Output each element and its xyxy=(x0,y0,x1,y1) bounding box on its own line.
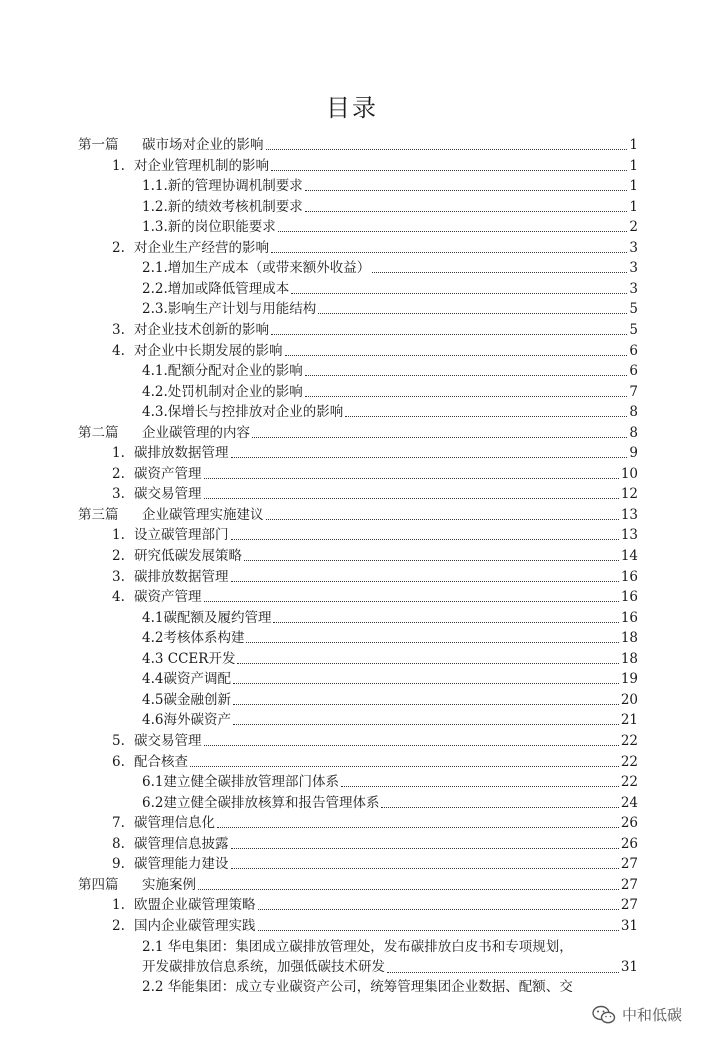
toc-leader-dots xyxy=(204,744,619,746)
toc-leader-dots xyxy=(318,312,627,314)
toc-entry[interactable] xyxy=(0,401,704,421)
toc-entry-title: 4.5碳金融创新 xyxy=(142,691,231,708)
toc-leader-dots xyxy=(231,580,619,582)
toc-entry-title: 4.3.保增长与控排放对企业的影响 xyxy=(142,404,344,421)
toc-entry-page: 27 xyxy=(620,897,638,914)
toc-entry-page: 1 xyxy=(629,137,638,153)
toc-entry-page: 1 xyxy=(629,198,638,215)
toc-entry-number: 2. xyxy=(112,917,125,934)
toc-entry[interactable] xyxy=(0,586,704,606)
toc-entry[interactable] xyxy=(0,483,704,503)
toc-entry-title: 碳市场对企业的影响 xyxy=(142,137,264,153)
toc-leader-dots xyxy=(244,559,619,561)
toc-entry-page: 13 xyxy=(620,506,638,523)
toc-leader-dots xyxy=(291,292,627,294)
toc-entry-title: 2.2.增加或降低管理成本 xyxy=(142,280,290,297)
toc-entry-page: 3 xyxy=(629,260,638,277)
toc-entry-title: 对企业中长期发展的影响 xyxy=(134,342,283,359)
toc-leader-dots xyxy=(204,497,619,499)
toc-entry[interactable] xyxy=(0,833,704,853)
toc-entry-title: 对企业技术创新的影响 xyxy=(134,321,269,338)
toc-entry-page: 31 xyxy=(620,917,638,934)
toc-entry-title: 4.2考核体系构建 xyxy=(142,630,245,647)
toc-entry-title: 碳管理信息化 xyxy=(134,815,215,832)
toc-entry-page: 26 xyxy=(620,835,638,852)
toc-entry-page: 27 xyxy=(620,856,638,873)
toc-entry-page: 9 xyxy=(629,445,638,462)
toc-entry-title: 4.6海外碳资产 xyxy=(142,712,231,729)
toc-entry-page: 24 xyxy=(620,794,638,811)
toc-leader-dots xyxy=(233,682,619,684)
toc-entry-title: 4.4碳资产调配 xyxy=(142,671,231,688)
toc-entry-number: 2. xyxy=(112,548,125,564)
toc-entry-page: 31 xyxy=(620,959,638,976)
toc-entry[interactable] xyxy=(0,442,704,462)
toc-entry-number: 第三篇 xyxy=(78,506,119,523)
toc-entry[interactable] xyxy=(0,730,704,750)
toc-entry-page: 16 xyxy=(620,589,638,606)
toc-entry-page: 7 xyxy=(629,383,638,400)
toc-entry[interactable] xyxy=(0,524,704,544)
toc-leader-dots xyxy=(341,785,619,787)
toc-entry-number: 第四篇 xyxy=(78,876,119,893)
toc-entry[interactable] xyxy=(0,298,704,318)
toc-leader-dots xyxy=(198,888,619,890)
toc-entry-title: 企业碳管理实施建议 xyxy=(142,506,264,523)
toc-entry-title: 1.3.新的岗位职能要求 xyxy=(142,219,276,236)
toc-entry[interactable] xyxy=(0,566,704,586)
toc-leader-dots xyxy=(233,703,619,705)
toc-entry-title: 2.1 华电集团：集团成立碳排放管理处，发布碳排放白皮书和专项规划， xyxy=(142,939,573,956)
toc-leader-dots xyxy=(258,908,619,910)
toc-entry-page: 22 xyxy=(620,753,638,770)
toc-entry[interactable] xyxy=(0,894,704,914)
toc-leader-dots xyxy=(381,806,618,808)
toc-leader-dots xyxy=(372,271,627,273)
toc-leader-dots xyxy=(204,600,619,602)
toc-leader-dots xyxy=(231,456,628,458)
toc-entry[interactable] xyxy=(0,915,704,935)
toc-entry[interactable] xyxy=(0,648,704,668)
toc-entry-page: 3 xyxy=(629,239,638,256)
toc-entry[interactable] xyxy=(0,812,704,832)
watermark xyxy=(592,1004,682,1025)
toc-entry-page: 27 xyxy=(620,876,638,893)
toc-entry-page: 3 xyxy=(629,280,638,297)
toc-entry-number: 7. xyxy=(112,815,125,832)
toc-entry[interactable] xyxy=(0,627,704,647)
toc-entry-page: 1 xyxy=(629,157,638,174)
toc-entry-page: 22 xyxy=(620,774,638,791)
toc-entry-page: 5 xyxy=(629,301,638,318)
toc-entry[interactable] xyxy=(0,463,704,483)
toc-entry-title: 碳交易管理 xyxy=(134,486,202,503)
toc-leader-dots xyxy=(305,189,628,191)
toc-entry-page: 1 xyxy=(629,178,638,195)
toc-entry-title-cont: 开发碳排放信息系统，加强低碳技术研发 xyxy=(142,959,385,976)
toc-leader-dots xyxy=(266,518,619,520)
toc-entry[interactable] xyxy=(0,196,704,216)
toc-entry[interactable] xyxy=(0,422,704,442)
toc-entry-title: 碳资产管理 xyxy=(134,465,202,482)
toc-leader-dots xyxy=(273,621,618,623)
toc-entry-title: 4.3 CCER开发 xyxy=(142,650,236,667)
toc-entry-title: 对企业生产经营的影响 xyxy=(134,239,269,256)
toc-leader-dots xyxy=(190,765,619,767)
toc-leader-dots xyxy=(345,415,627,417)
toc-entry-number: 第二篇 xyxy=(78,424,119,441)
toc-leader-dots xyxy=(246,641,618,643)
wechat-icon xyxy=(592,1005,616,1025)
toc-leader-dots xyxy=(285,354,628,356)
toc-entry[interactable] xyxy=(0,381,704,401)
toc-leader-dots xyxy=(305,210,628,212)
toc-entry[interactable] xyxy=(0,874,704,894)
toc-entry-page: 6 xyxy=(629,363,638,380)
toc-leader-dots xyxy=(258,929,619,931)
toc-entry-page: 22 xyxy=(620,732,638,749)
toc-entry[interactable] xyxy=(0,175,704,195)
toc-entry-title: 4.2.处罚机制对企业的影响 xyxy=(142,383,303,400)
toc-entry-title: 1.1.新的管理协调机制要求 xyxy=(142,178,303,195)
toc-entry-page: 26 xyxy=(620,815,638,832)
toc-entry[interactable] xyxy=(0,545,704,565)
toc-entry-page: 2 xyxy=(629,219,638,236)
toc-entry[interactable] xyxy=(0,257,704,277)
toc-entry-number: 3. xyxy=(112,486,125,503)
toc-entry-title: 4.1.配额分配对企业的影响 xyxy=(142,363,303,380)
toc-leader-dots xyxy=(231,867,619,869)
toc-leader-dots xyxy=(278,230,628,232)
toc-entry-title: 国内企业碳管理实践 xyxy=(134,917,256,934)
toc-entry[interactable] xyxy=(0,360,704,380)
toc-entry[interactable] xyxy=(0,709,704,729)
toc-entry[interactable] xyxy=(0,853,704,873)
toc-entry[interactable] xyxy=(0,340,704,360)
toc-entry-number: 1. xyxy=(112,527,125,544)
toc-entry-wrapped[interactable] xyxy=(142,937,638,977)
toc-entry-title: 碳排放数据管理 xyxy=(134,445,229,462)
toc-entry-title: 碳管理信息披露 xyxy=(134,835,229,852)
toc-entry-title: 2.3.影响生产计划与用能结构 xyxy=(142,301,317,318)
toc-entry-number: 3. xyxy=(112,321,125,338)
toc-entry[interactable] xyxy=(0,134,704,154)
toc-entry-title: 配合核查 xyxy=(134,753,188,770)
toc-entry-wrapped[interactable] xyxy=(142,977,638,997)
toc-entry-number: 4. xyxy=(112,589,125,606)
toc-entry[interactable] xyxy=(0,792,704,812)
toc-entry-page: 18 xyxy=(620,650,638,667)
toc-entry-page: 13 xyxy=(620,527,638,544)
toc-entry-page: 10 xyxy=(620,465,638,482)
toc-leader-dots xyxy=(387,971,619,973)
toc-entry-number: 8. xyxy=(112,835,125,852)
toc-entry-title: 企业碳管理的内容 xyxy=(142,424,250,441)
toc-entry-title: 1.2.新的绩效考核机制要求 xyxy=(142,198,303,215)
toc-leader-dots xyxy=(305,395,628,397)
toc-leader-dots xyxy=(217,826,619,828)
toc-leader-dots xyxy=(271,169,627,171)
toc-entry-page: 12 xyxy=(620,486,638,503)
toc-entry-number: 第一篇 xyxy=(78,137,119,153)
watermark-text: 中和低碳 xyxy=(621,1006,682,1024)
toc-entry[interactable] xyxy=(0,607,704,627)
toc-entry[interactable] xyxy=(0,668,704,688)
toc-entry-number: 6. xyxy=(112,753,125,770)
toc-entry-number: 9. xyxy=(112,856,125,873)
toc-entry[interactable] xyxy=(0,751,704,771)
toc-entry[interactable] xyxy=(0,689,704,709)
toc-entry-title: 2.2 华能集团：成立专业碳资产公司，统筹管理集团企业数据、配额、交 xyxy=(142,979,573,996)
toc-leader-dots xyxy=(231,538,619,540)
toc-leader-dots xyxy=(305,374,628,376)
toc-entry-number: 2. xyxy=(112,239,125,256)
toc-leader-dots xyxy=(266,148,628,150)
toc-entry-page: 16 xyxy=(620,609,638,626)
toc-entry-title: 2.1.增加生产成本（或带来额外收益） xyxy=(142,260,371,277)
toc-entry-title: 碳交易管理 xyxy=(134,732,202,749)
toc-entry-number: 3. xyxy=(112,568,125,585)
toc-entry-number: 1. xyxy=(112,897,125,914)
toc-leader-dots xyxy=(237,662,618,664)
toc-leader-dots xyxy=(271,251,627,253)
toc-leader-dots xyxy=(204,477,619,479)
toc-entry-title: 欧盟企业碳管理策略 xyxy=(134,897,256,914)
toc-entry[interactable] xyxy=(0,216,704,236)
toc-entry-page: 14 xyxy=(620,548,638,564)
toc-entry-page: 18 xyxy=(620,630,638,647)
toc-entry-title: 实施案例 xyxy=(142,876,196,893)
toc-entry-number: 1. xyxy=(112,157,125,174)
toc-entry-title: 碳管理能力建设 xyxy=(134,856,229,873)
toc-entry[interactable] xyxy=(0,319,704,339)
toc-entry-number: 4. xyxy=(112,342,125,359)
toc-entry-page: 5 xyxy=(629,321,638,338)
toc-entry-page: 19 xyxy=(620,671,638,688)
toc-entry-page: 20 xyxy=(620,691,638,708)
toc-entry[interactable] xyxy=(0,278,704,298)
toc-entry-title: 6.1建立健全碳排放管理部门体系 xyxy=(142,774,339,791)
toc-leader-dots xyxy=(233,723,619,725)
toc-leader-dots xyxy=(271,333,627,335)
toc-entry-title: 4.1碳配额及履约管理 xyxy=(142,609,272,626)
toc-entry-number: 2. xyxy=(112,465,125,482)
toc-title: 目录 xyxy=(326,94,378,122)
toc-entry[interactable] xyxy=(0,504,704,524)
toc-entry-title: 研究低碳发展策略 xyxy=(134,548,242,564)
toc-entry[interactable] xyxy=(0,237,704,257)
toc-entry[interactable] xyxy=(0,155,704,175)
toc-entry-number: 1. xyxy=(112,445,125,462)
toc-entry-number: 5. xyxy=(112,732,125,749)
toc-leader-dots xyxy=(231,847,619,849)
toc-entry-page: 8 xyxy=(629,424,638,441)
toc-entry[interactable] xyxy=(0,771,704,791)
toc-entry-title: 6.2建立健全碳排放核算和报告管理体系 xyxy=(142,794,380,811)
toc-entry-title: 对企业管理机制的影响 xyxy=(134,157,269,174)
toc-leader-dots xyxy=(252,436,627,438)
toc-entry-page: 16 xyxy=(620,568,638,585)
toc-entry-title: 设立碳管理部门 xyxy=(134,527,229,544)
toc-entry-title: 碳排放数据管理 xyxy=(134,568,229,585)
toc-entry-page: 21 xyxy=(620,712,638,729)
toc-entry-page: 6 xyxy=(629,342,638,359)
toc-entry-title: 碳资产管理 xyxy=(134,589,202,606)
toc-entry-page: 8 xyxy=(629,404,638,421)
